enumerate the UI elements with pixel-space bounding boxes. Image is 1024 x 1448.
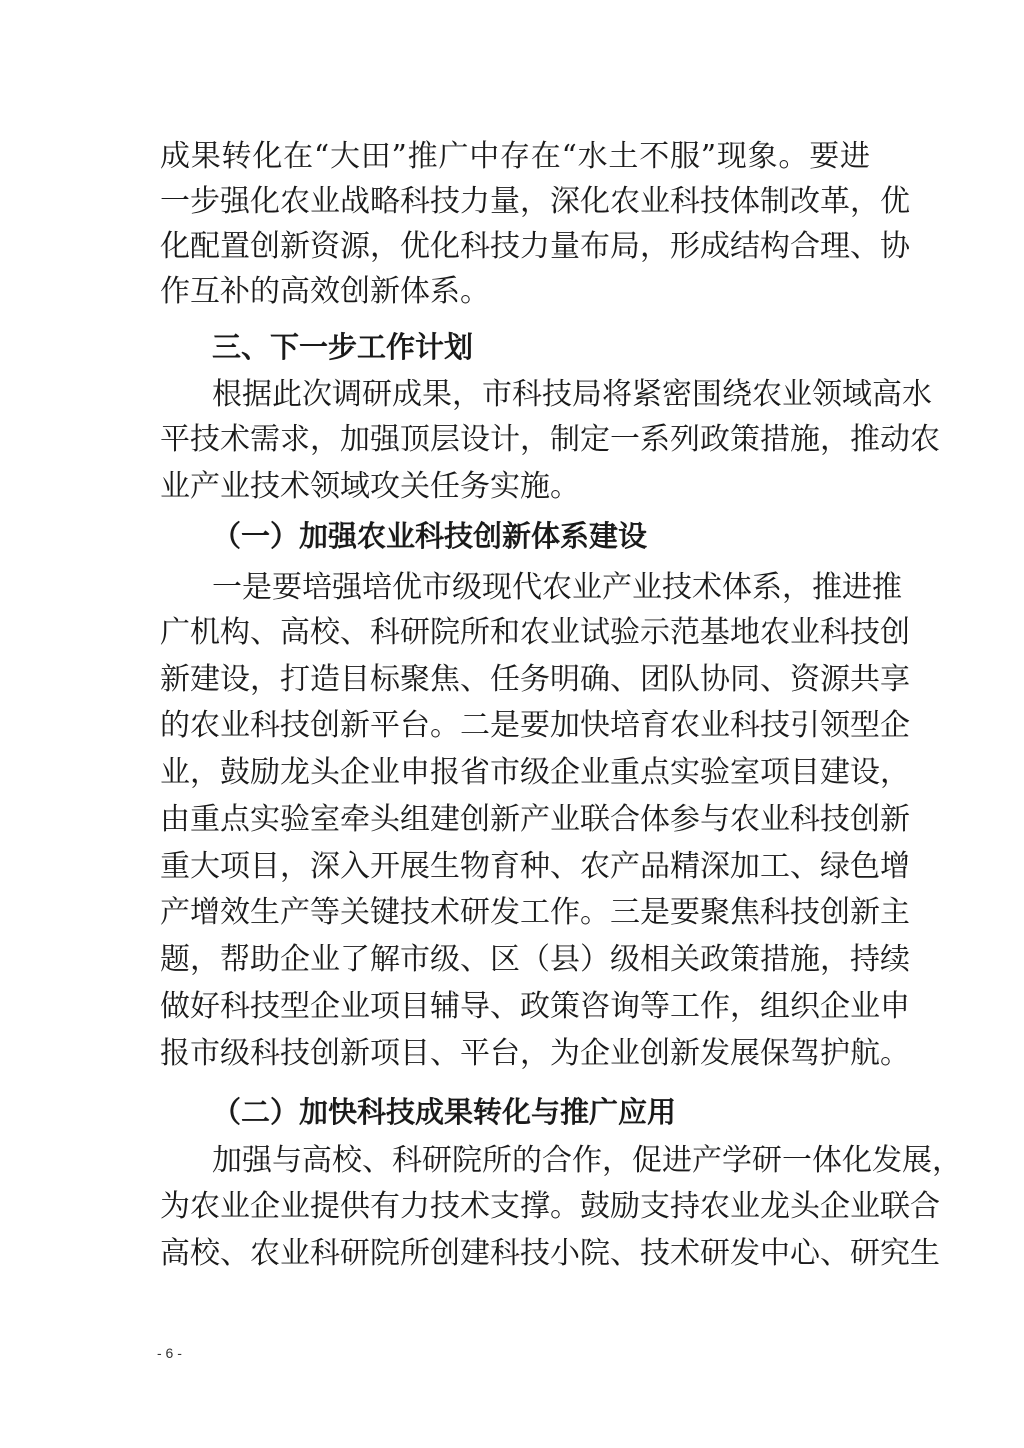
paragraph-line: 一步强化农业战略科技力量，深化农业科技体制改革，优 xyxy=(160,184,910,219)
paragraph-line: 重大项目，深入开展生物育种、农产品精深加工、绿色增 xyxy=(160,849,910,884)
paragraph-line: 平技术需求，加强顶层设计，制定一系列政策措施，推动农 xyxy=(160,422,940,457)
paragraph-line: 广机构、高校、科研院所和农业试验示范基地农业科技创 xyxy=(160,615,910,650)
paragraph-line: 根据此次调研成果，市科技局将紧密围绕农业领域高水 xyxy=(212,377,932,412)
paragraph-line: 高校、农业科研院所创建科技小院、技术研发中心、研究生 xyxy=(160,1236,940,1271)
paragraph-line: 为农业企业提供有力技术支撑。鼓励支持农业龙头企业联合 xyxy=(160,1189,940,1224)
paragraph-line: 业产业技术领域攻关任务实施。 xyxy=(160,469,580,504)
paragraph-line: 一是要培强培优市级现代农业产业技术体系，推进推 xyxy=(212,570,902,605)
section-heading: 三、下一步工作计划 xyxy=(212,330,474,364)
paragraph-line: 题，帮助企业了解市级、区（县）级相关政策措施，持续 xyxy=(160,942,910,977)
paragraph-line: 新建设，打造目标聚焦、任务明确、团队协同、资源共享 xyxy=(160,662,910,697)
paragraph-line: 作互补的高效创新体系。 xyxy=(160,274,490,309)
paragraph-line: 加强与高校、科研院所的合作，促进产学研一体化发展， xyxy=(212,1143,962,1178)
paragraph-line: 成果转化在“大田”推广中存在“水土不服”现象。要进 xyxy=(160,139,870,174)
subheading-2: （二）加快科技成果转化与推广应用 xyxy=(212,1095,677,1129)
paragraph-line: 的农业科技创新平台。二是要加快培育农业科技引领型企 xyxy=(160,708,910,743)
paragraph-line: 产增效生产等关键技术研发工作。三是要聚焦科技创新主 xyxy=(160,895,910,930)
paragraph-line: 报市级科技创新项目、平台，为企业创新发展保驾护航。 xyxy=(160,1036,910,1071)
page-number: - 6 - xyxy=(157,1345,182,1361)
paragraph-line: 做好科技型企业项目辅导、政策咨询等工作，组织企业申 xyxy=(160,989,910,1024)
paragraph-line: 业，鼓励龙头企业申报省市级企业重点实验室项目建设， xyxy=(160,755,910,790)
paragraph-line: 由重点实验室牵头组建创新产业联合体参与农业科技创新 xyxy=(160,802,910,837)
paragraph-line: 化配置创新资源，优化科技力量布局，形成结构合理、协 xyxy=(160,229,910,264)
subheading-1: （一）加强农业科技创新体系建设 xyxy=(212,519,648,553)
